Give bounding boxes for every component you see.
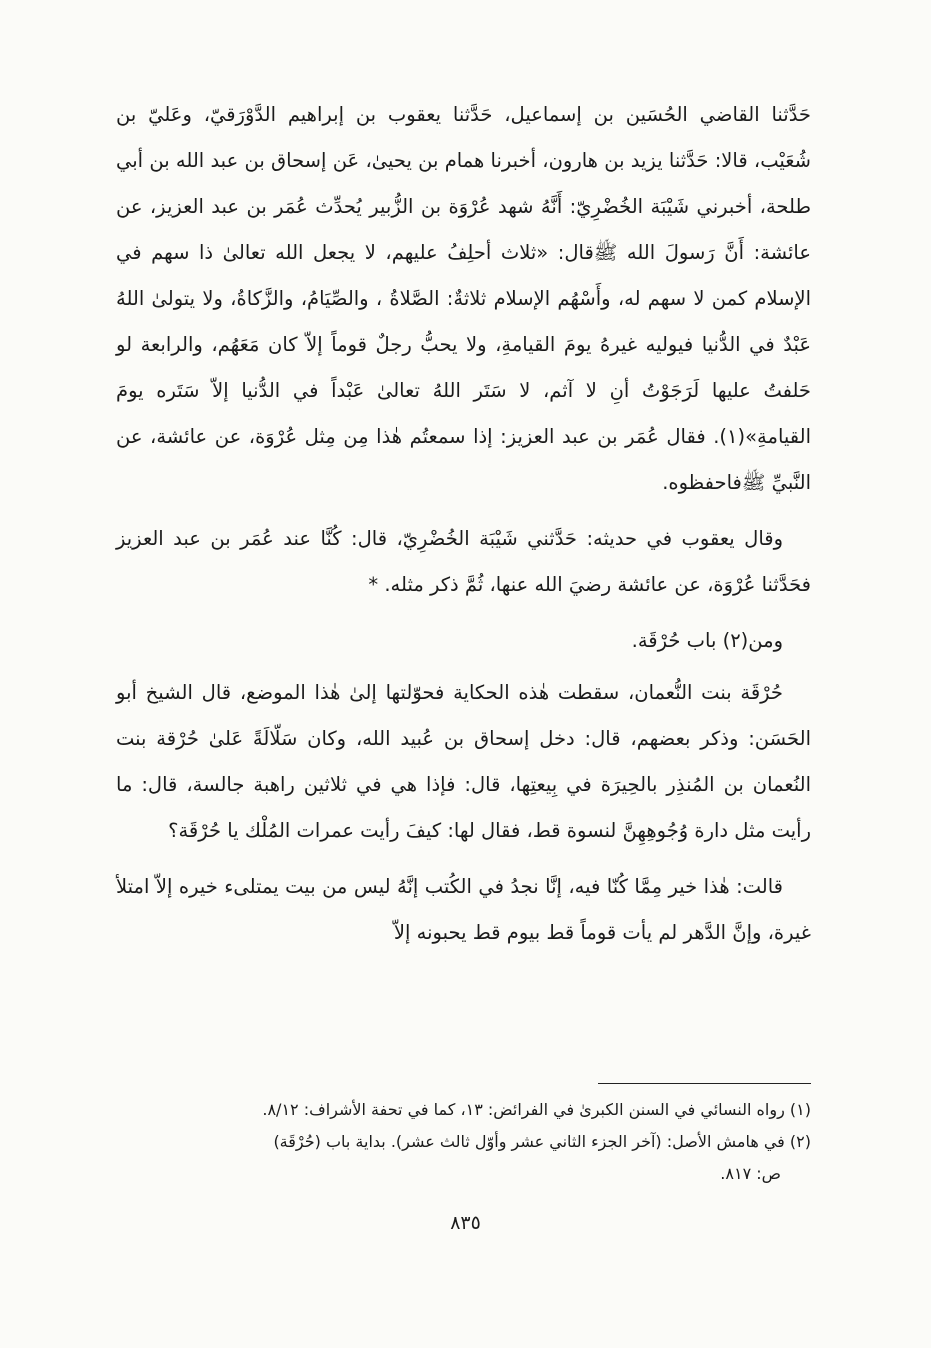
narration-paragraph: وقال يعقوب في حديثه: حَدَّثني شَيْبَة الخُضْرِيّ، قال: كُنَّا عند عُمَر بن عبد العزيز فحَدَّثنا عُرْوَة، عن عائشة رضيَ الله عنها، ثُمَّ ذكر مثله. * [116,527,811,596]
footnote-2: (٢) في هامش الأصل: (آخر الجزء الثاني عشر وأوّل ثالث عشر). بداية باب (حُرْقَة) [273,1132,811,1151]
main-text [116,92,811,966]
footnotes [116,1094,811,1190]
hadith-paragraph: حَدَّثنا القاضي الحُسَين بن إسماعيل، حَدَّثنا يعقوب بن إبراهيم الدَّوْرَقيّ، وعَليّ بن شُعَيْب، قالا: حَدَّثنا يزيد بن هارون، أخبرنا همام بن يحيىٰ، عَن إسحاق بن عبد الله بن أبي طلحة، أخبرني شَيْبَة الخُضْرِيّ: أَنَّهُ شهد عُرْوَة بن الزُّبير يُحدِّث عُمَر بن عبد العزيز، عن عائشة: أَنَّ رَسولَ الله ﷺقال: «ثلاث أحلِفُ عليهم، لا يجعل الله تعالىٰ ذا سهم في الإسلام كمن لا سهم له، وأَسْهُم الإسلام ثلاثةٌ: الصَّلاةُ ، والصِّيَامُ، والزَّكاةُ، ولا يتولىٰ اللهُ عَبْدٌ في الدُّنيا فيوليه غيرهُ يومَ القيامةِ، ولا يحبُّ رجلٌ قوماً إلاّ كان مَعَهُم، والرابعة لو حَلفتُ عليها لَرَجَوْتُ أنِ لا آثم، لا سَتَر اللهُ تعالىٰ عَبْداً في الدُّنيا إلاّ سَتَره يومَ القيامةِ»(١). فقال عُمَر بن عبد العزيز: إذا سمعتُم هٰذا مِن مِثل عُرْوَة، عن عائشة، عن النَّبيِّ ﷺفاحفظوه. [116,103,811,494]
story-continuation: قالت: هٰذا خير مِمَّا كُنّا فيه، إنَّا نجدُ في الكُتب إنَّهُ ليس من بيت يمتلىء خيره إلاّ امتلأ غيرة، وإنَّ الدَّهر لم يأت قوماً قط بيوم قط يحبونه إلاّ [116,875,811,944]
page-number: ٨٣٥ [450,1212,481,1234]
chapter-heading: ومن(٢) باب حُرْقَة. [631,629,783,652]
footnote-divider [598,1083,811,1084]
footnote-1: (١) رواه النسائي في السنن الكبرىٰ في الفرائض: ١٣، كما في تحفة الأشراف: ٨/١٢. [262,1100,811,1119]
footnote-2-continuation: ص: ٨١٧. [720,1164,781,1183]
story-paragraph: حُرْقَة بنت النُّعمان، سقطت هٰذه الحكاية فحوّلتها إلىٰ هٰذا الموضع، قال الشيخ أبو الحَسَن: وذكر بعضهم، قال: دخل إسحاق بن عُبيد الله، وكان سَلّالَةً عَلىٰ حُرْقة بنت النُعمان بن المُنذِر بالحِيرَة في بِيعتِها، قال: فإذا هي في ثلاثين راهبة جالسة، قال: ما رأيت مثل دارة وُجُوهِهِنَّ لنسوة قط، فقال لها: كيفَ رأيت عمرات المُلْك يا حُرْقَة؟ [116,681,811,842]
